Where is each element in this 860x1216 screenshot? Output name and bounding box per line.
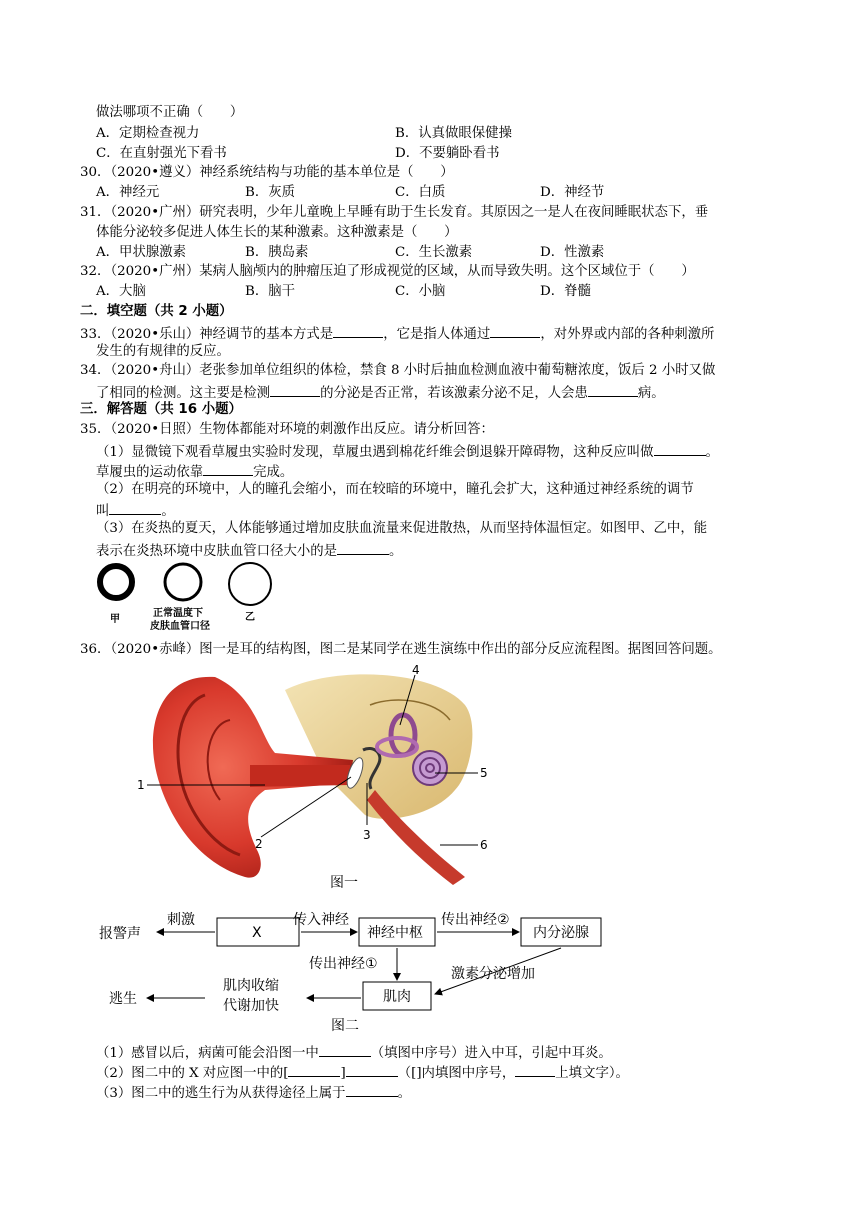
- vessel-normal-label-2: 皮肤血管口径: [150, 621, 210, 632]
- q35-sub3-end: 。: [389, 544, 403, 559]
- hormone-increase-label: 激素分泌增加: [451, 966, 535, 982]
- q34-blank-1[interactable]: [270, 382, 320, 397]
- q36-sub2-end: 上填文字）。: [555, 1066, 629, 1081]
- section-fill-in-heading: 二．填空题（共 2 小题）: [80, 304, 233, 319]
- q33-text-1: 33．（2020•乐山）神经调节的基本方式是: [80, 327, 334, 342]
- q36-sub1-blank[interactable]: [319, 1042, 371, 1057]
- q35-sub2-blank[interactable]: [109, 500, 161, 515]
- vessel-normal-circle: [165, 564, 201, 600]
- q34-blank-2[interactable]: [588, 382, 638, 397]
- escape-label: 逃生: [109, 991, 137, 1007]
- ear-label-2: 2: [255, 837, 263, 851]
- metabolism-label: 代谢加快: [223, 998, 279, 1014]
- q31-option-a: A．甲状腺激素: [96, 245, 187, 260]
- ear-label-1: 1: [137, 778, 145, 792]
- box-endocrine-label: 内分泌腺: [533, 925, 589, 941]
- q36-sub2-blank-number[interactable]: [288, 1062, 340, 1077]
- figure2-caption: 图二: [331, 1018, 359, 1034]
- q35-sub2-text-2: 叫: [96, 504, 110, 519]
- q34-text-2: 的分泌是否正常，若该激素分泌不足，人会患: [320, 386, 588, 401]
- q35-sub1-end: 。: [705, 445, 719, 460]
- efferent-nerve-2-label: 传出神经②: [441, 912, 510, 928]
- vessel-jia-circle: [100, 566, 132, 598]
- vessel-normal-label-1: 正常温度下: [153, 608, 203, 619]
- q30-option-d: D．神经节: [540, 185, 605, 200]
- q31-option-c: C．生长激素: [395, 245, 473, 260]
- q29-option-c: C．在直射强光下看书: [96, 146, 227, 161]
- q30-option-b: B．灰质: [245, 185, 296, 200]
- q36-sub2-bracket: ]: [340, 1066, 346, 1081]
- q32-option-d: D．脊髓: [540, 284, 591, 299]
- q35-sub1-line2: [96, 461, 293, 482]
- q32-option-b: B．脑干: [245, 284, 296, 299]
- q36-sub2-note-blank: [515, 1062, 555, 1077]
- efferent-nerve-1-label: 传出神经①: [309, 956, 378, 972]
- q33-text-3: ，对外界或内部的各种刺激所: [540, 327, 715, 342]
- q30-option-a: A．神经元: [96, 185, 160, 200]
- q35-sub1-text-2: 草履虫的运动依靠: [96, 465, 204, 480]
- q36-sub2: [96, 1062, 629, 1083]
- q29-stem-tail: 做法哪项不正确（ ）: [96, 105, 244, 120]
- q31-stem-line1: 31．（2020•广州）研究表明，少年儿童晚上早睡有助于生长发育。其原因之一是人在夜间睡眠状态下，垂: [80, 205, 709, 220]
- q29-option-a: A．定期检查视力: [96, 126, 200, 141]
- escape-flowchart-figure: [95, 902, 615, 1042]
- q35-sub2-line2: [96, 500, 175, 521]
- q36-sub3-blank[interactable]: [346, 1082, 398, 1097]
- q36-sub3-text: （3）图二中的逃生行为从获得途径上属于: [96, 1086, 346, 1101]
- q32-option-c: C．小脑: [395, 284, 446, 299]
- q31-option-b: B．胰岛素: [245, 245, 309, 260]
- q35-sub3-line2: [96, 540, 402, 561]
- q35-stem: 35．（2020•日照）生物体都能对环境的刺激作出反应。请分析回答：: [80, 422, 494, 437]
- q34-line2: [96, 382, 665, 403]
- q30-option-c: C．白质: [395, 185, 446, 200]
- q35-sub1-blank-2[interactable]: [203, 461, 253, 476]
- q35-sub1-end-2: 完成。: [253, 465, 294, 480]
- q34-line1: 34．（2020•舟山）老张参加单位组织的体检，禁食 8 小时后抽血检测血液中葡萄糖浓度，饭后 2 小时又做: [80, 363, 716, 378]
- vessel-yi-label: 乙: [245, 612, 255, 623]
- q35-sub3-blank[interactable]: [337, 540, 389, 555]
- vessel-jia-label: 甲: [110, 614, 120, 625]
- q31-option-d: D．性激素: [540, 245, 605, 260]
- q35-sub3-text-2: 表示在炎热环境中皮肤血管口径大小的是: [96, 544, 338, 559]
- cochlea-shape: [413, 751, 447, 785]
- box-x-label: X: [252, 925, 262, 941]
- q33-text-2: ，它是指人体通过: [383, 327, 491, 342]
- q35-sub2-end: 。: [161, 504, 175, 519]
- ear-label-5: 5: [480, 766, 488, 780]
- q33-line1: [80, 323, 714, 344]
- q33-blank-2[interactable]: [490, 323, 540, 338]
- box-muscle-label: 肌肉: [383, 989, 411, 1005]
- q36-sub3-end: 。: [397, 1086, 411, 1101]
- vessel-yi-circle: [229, 563, 271, 605]
- q34-text-1: 了相同的检测。这主要是检测: [96, 386, 271, 401]
- ear-label-3: 3: [363, 828, 371, 842]
- box-nerve-center-label: 神经中枢: [367, 925, 423, 941]
- stimulus-label: 刺激: [167, 912, 195, 928]
- q32-stem: 32．（2020•广州）某病人脑颅内的肿瘤压迫了形成视觉的区域，从而导致失明。这个区域位于（ ）: [80, 264, 695, 279]
- q33-blank-1[interactable]: [333, 323, 383, 338]
- afferent-nerve-label: 传入神经: [293, 912, 349, 928]
- ear-label-6: 6: [480, 838, 488, 852]
- q36-sub1-end: （填图中序号）进入中耳，引起中耳炎。: [370, 1046, 612, 1061]
- q35-sub1-line1: [96, 441, 719, 462]
- q30-stem: 30．（2020•遵义）神经系统结构与功能的基本单位是（ ）: [80, 165, 454, 180]
- q29-option-d: D．不要躺卧看书: [395, 146, 500, 161]
- q36-sub2-note: （[]内填图中序号，: [397, 1066, 516, 1081]
- q35-sub1-text: （1）显微镜下观看草履虫实验时发现，草履虫遇到棉花纤维会倒退躲开障碍物，这种反应叫做: [96, 445, 654, 460]
- q32-option-a: A．大脑: [96, 284, 146, 299]
- section-answer-heading: 三．解答题（共 16 小题）: [80, 402, 242, 417]
- figure1-caption: 图一: [330, 875, 358, 891]
- q33-line2: 发生的有规律的反应。: [96, 344, 230, 359]
- q35-sub2-line1: （2）在明亮的环境中，人的瞳孔会缩小，而在较暗的环境中，瞳孔会扩大，这种通过神经系统的调节: [96, 482, 694, 497]
- q36-sub3: [96, 1082, 411, 1103]
- q36-sub1: [96, 1042, 612, 1063]
- q36-sub2-text: （2）图二中的 X 对应图一中的[: [96, 1066, 289, 1081]
- ear-structure-figure: [135, 665, 510, 895]
- muscle-contract-label: 肌肉收缩: [223, 978, 279, 994]
- alarm-label: 报警声: [99, 926, 141, 942]
- q35-sub3-line1: （3）在炎热的夏天，人体能够通过增加皮肤血流量来促进散热，从而坚持体温恒定。如图甲、乙中，能: [96, 521, 708, 536]
- q36-stem: 36．（2020•赤峰）图一是耳的结构图，图二是某同学在逃生演练中作出的部分反应流程图。据图回答问题。: [80, 642, 722, 657]
- q36-sub2-blank-name[interactable]: [346, 1062, 398, 1077]
- q34-text-3: 病。: [637, 386, 665, 401]
- q35-sub1-blank-1[interactable]: [654, 441, 706, 456]
- q36-sub1-text: （1）感冒以后，病菌可能会沿图一中: [96, 1046, 319, 1061]
- q29-option-b: B．认真做眼保健操: [395, 126, 512, 141]
- q31-stem-line2: 体能分泌较多促进人体生长的某种激素。这种激素是（ ）: [96, 225, 458, 240]
- ear-label-4: 4: [412, 665, 420, 677]
- vessel-diameter-figure: [95, 560, 285, 640]
